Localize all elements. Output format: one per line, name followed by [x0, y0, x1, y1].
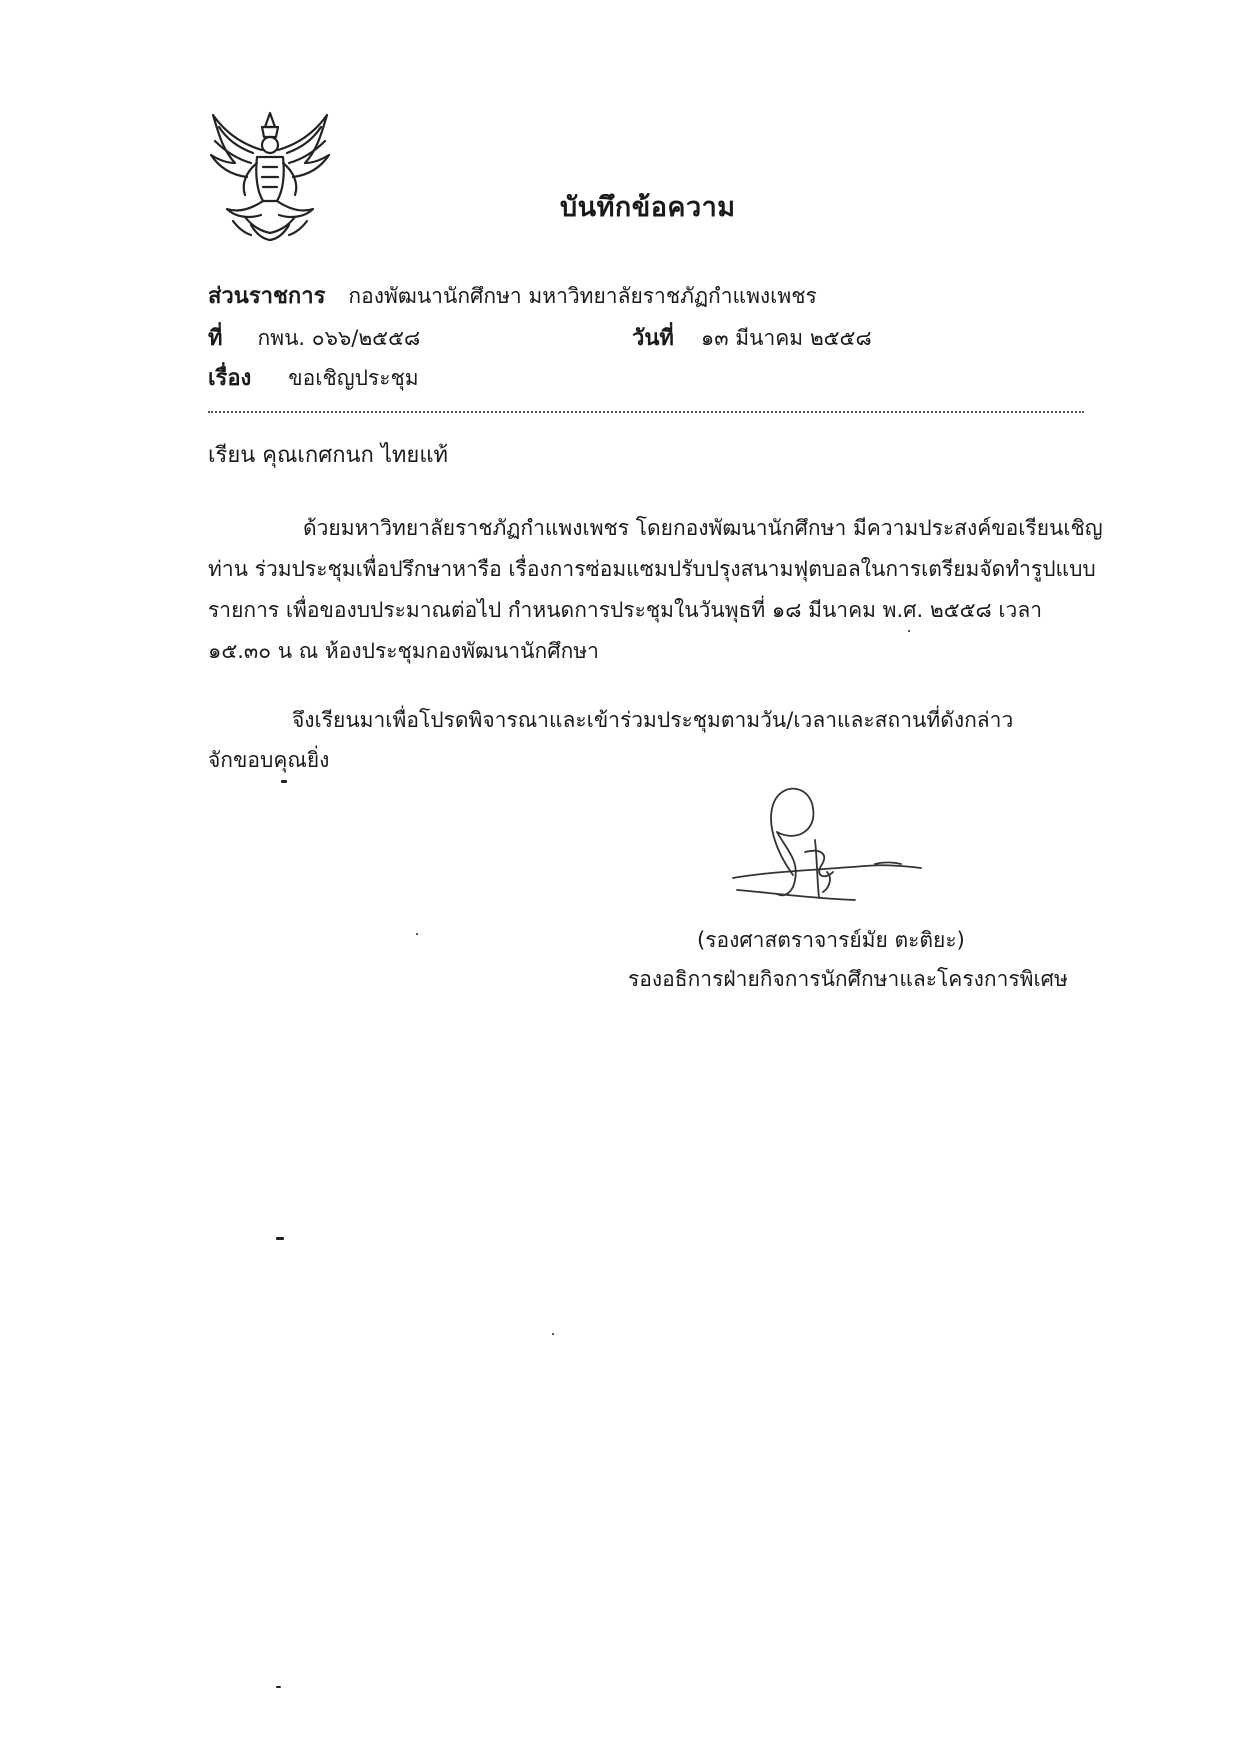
- scan-speck: [552, 1333, 554, 1335]
- department-row: [208, 278, 817, 313]
- subject-row: [208, 360, 419, 395]
- date-label: วันที่: [632, 326, 674, 351]
- reference-row: [208, 320, 420, 355]
- date-row: [632, 320, 872, 355]
- date-value: ๑๓ มีนาคม ๒๕๕๘: [700, 326, 872, 350]
- scan-speck: [281, 780, 287, 783]
- reference-label: ที่: [208, 326, 223, 351]
- body-line: ๑๕.๓๐ น ณ ห้องประชุมกองพัฒนานักศึกษา: [208, 639, 599, 663]
- body-line: ท่าน ร่วมประชุมเพื่อปรึกษาหารือ เรื่องการซ่อมแซมปรับปรุงสนามฟุตบอลในการเตรียมจัดทำรูปแบบ: [208, 557, 1096, 581]
- subject-value: ขอเชิญประชุม: [288, 366, 419, 390]
- handwritten-signature: [725, 780, 945, 910]
- subject-label: เรื่อง: [208, 366, 252, 391]
- closing-line: จึงเรียนมาเพื่อโปรดพิจารณาและเข้าร่วมประชุมตามวัน/เวลาและสถานที่ดังกล่าว: [292, 708, 1014, 732]
- scan-speck: [908, 630, 910, 632]
- reference-value: กพน. ๐๖๖/๒๕๕๘: [257, 326, 421, 350]
- salutation: เรียน คุณเกศกนก ไทยแท้: [208, 443, 449, 468]
- department-label: ส่วนราชการ: [208, 284, 326, 309]
- header-divider: [208, 411, 1084, 413]
- scan-speck: [276, 1686, 281, 1688]
- scan-speck: [416, 933, 418, 935]
- signer-name: (รองศาสตราจารย์มัย ตะติยะ): [697, 928, 965, 952]
- garuda-emblem-icon: [205, 105, 335, 245]
- body-line: ด้วยมหาวิทยาลัยราชภัฏกำแพงเพชร โดยกองพัฒนานักศึกษา มีความประสงค์ขอเรียนเชิญ: [303, 516, 1103, 540]
- body-line: รายการ เพื่อของบประมาณต่อไป กำหนดการประชุมในวันพุธที่ ๑๘ มีนาคม พ.ศ. ๒๕๕๘ เวลา: [208, 598, 1042, 622]
- department-value: กองพัฒนานักศึกษา มหาวิทยาลัยราชภัฏกำแพงเพชร: [348, 284, 817, 308]
- memo-title: บันทึกข้อความ: [560, 192, 736, 223]
- closing-line: จักขอบคุณยิ่ง: [208, 748, 330, 772]
- signer-position: รองอธิการฝ่ายกิจการนักศึกษาและโครงการพิเศษ: [628, 967, 1068, 991]
- scan-speck: [276, 1237, 284, 1240]
